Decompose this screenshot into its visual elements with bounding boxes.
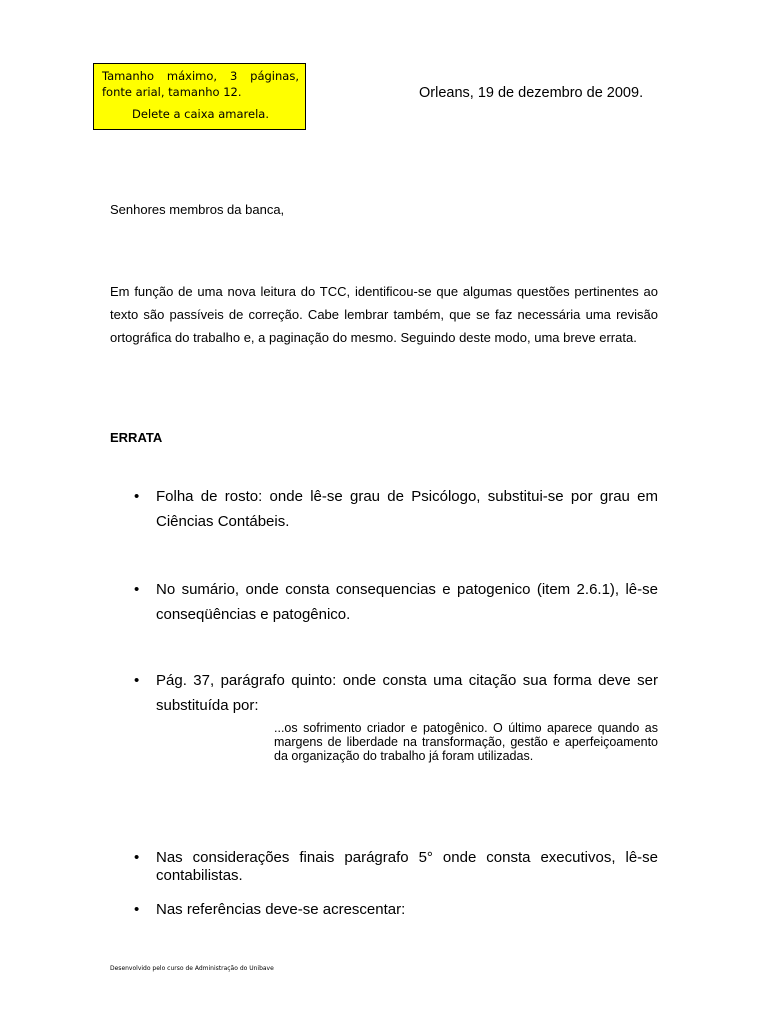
bullet-icon: • [134, 849, 140, 866]
errata-item-text: Nas referências deve-se acrescentar: [156, 901, 406, 918]
errata-item-1 [134, 484, 658, 534]
bullet-icon: • [134, 672, 140, 689]
intro-paragraph: Em função de uma nova leitura do TCC, identificou-se que algumas questões pertinentes ao texto são passíveis de correção. Cabe lembrar também, que se faz necessária uma revisão ortográfica do trabalho e, a paginação do mesmo. Seguindo deste modo, uma breve errata. [110, 284, 658, 345]
errata-item-3 [134, 668, 658, 718]
note-line-1: Tamanho máximo, 3 páginas, [102, 69, 299, 83]
errata-heading: ERRATA [110, 430, 163, 445]
errata-item-text: Folha de rosto: onde lê-se grau de Psicólogo, substitui-se por grau em Ciências Contábeis. [156, 488, 658, 530]
letter-date: Orleans, 19 de dezembro de 2009. [419, 85, 644, 101]
page-footer: Desenvolvido pelo curso de Administração do Unibave [110, 965, 274, 972]
yellow-instruction-box [93, 63, 306, 130]
block-quote: ...os sofrimento criador e patogênico. O último aparece quando as margens de liberdade na transformação, gestão e aperfeiçoamento da organização do trabalho já foram utilizadas. [274, 721, 658, 763]
errata-item-text: No sumário, onde consta consequencias e patogenico (item 2.6.1), lê-se conseqüências e patogênico. [156, 581, 658, 623]
note-line-2: fonte arial, tamanho 12. [102, 85, 242, 99]
errata-item-text: Pág. 37, parágrafo quinto: onde consta uma citação sua forma deve ser substituída por: [156, 672, 658, 714]
errata-item-4 [134, 849, 658, 885]
bullet-icon: • [134, 581, 140, 598]
letter-greeting: Senhores membros da banca, [110, 202, 285, 217]
note-line-3: Delete a caixa amarela. [132, 107, 269, 121]
errata-item-2 [134, 577, 658, 627]
bullet-icon: • [134, 488, 140, 505]
bullet-icon: • [134, 901, 140, 918]
errata-item-5 [134, 901, 658, 919]
errata-item-text: Nas considerações finais parágrafo 5° onde consta executivos, lê-se contabilistas. [156, 849, 658, 884]
